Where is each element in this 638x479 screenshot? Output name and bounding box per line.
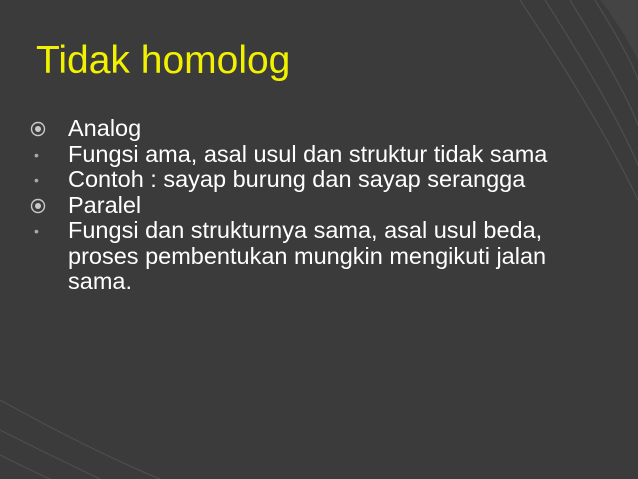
bullet-list (28, 116, 588, 295)
bullet-item (28, 167, 588, 193)
dot-bullet-icon: • (34, 223, 39, 239)
ring-bullet-icon (30, 121, 46, 137)
slide-title: Tidak homolog (36, 39, 291, 82)
bullet-text: Paralel (68, 191, 142, 218)
ring-bullet-icon (30, 198, 46, 214)
bullet-text: Analog (68, 115, 142, 141)
bullet-item (28, 116, 588, 142)
dot-bullet-icon: • (34, 146, 39, 163)
dot-bullet-icon: • (34, 172, 39, 188)
bullet-text: Contoh : sayap burung dan sayap serangga (68, 166, 526, 192)
bullet-item (28, 193, 588, 219)
bullet-text: Fungsi ama, asal usul dan struktur tidak sama (68, 140, 548, 167)
bullet-text: Fungsi dan strukturnya sama, asal usul beda, proses pembentukan mungkin mengikuti jalan sama. (68, 217, 547, 294)
bullet-item (28, 142, 588, 168)
bullet-item (28, 218, 588, 295)
